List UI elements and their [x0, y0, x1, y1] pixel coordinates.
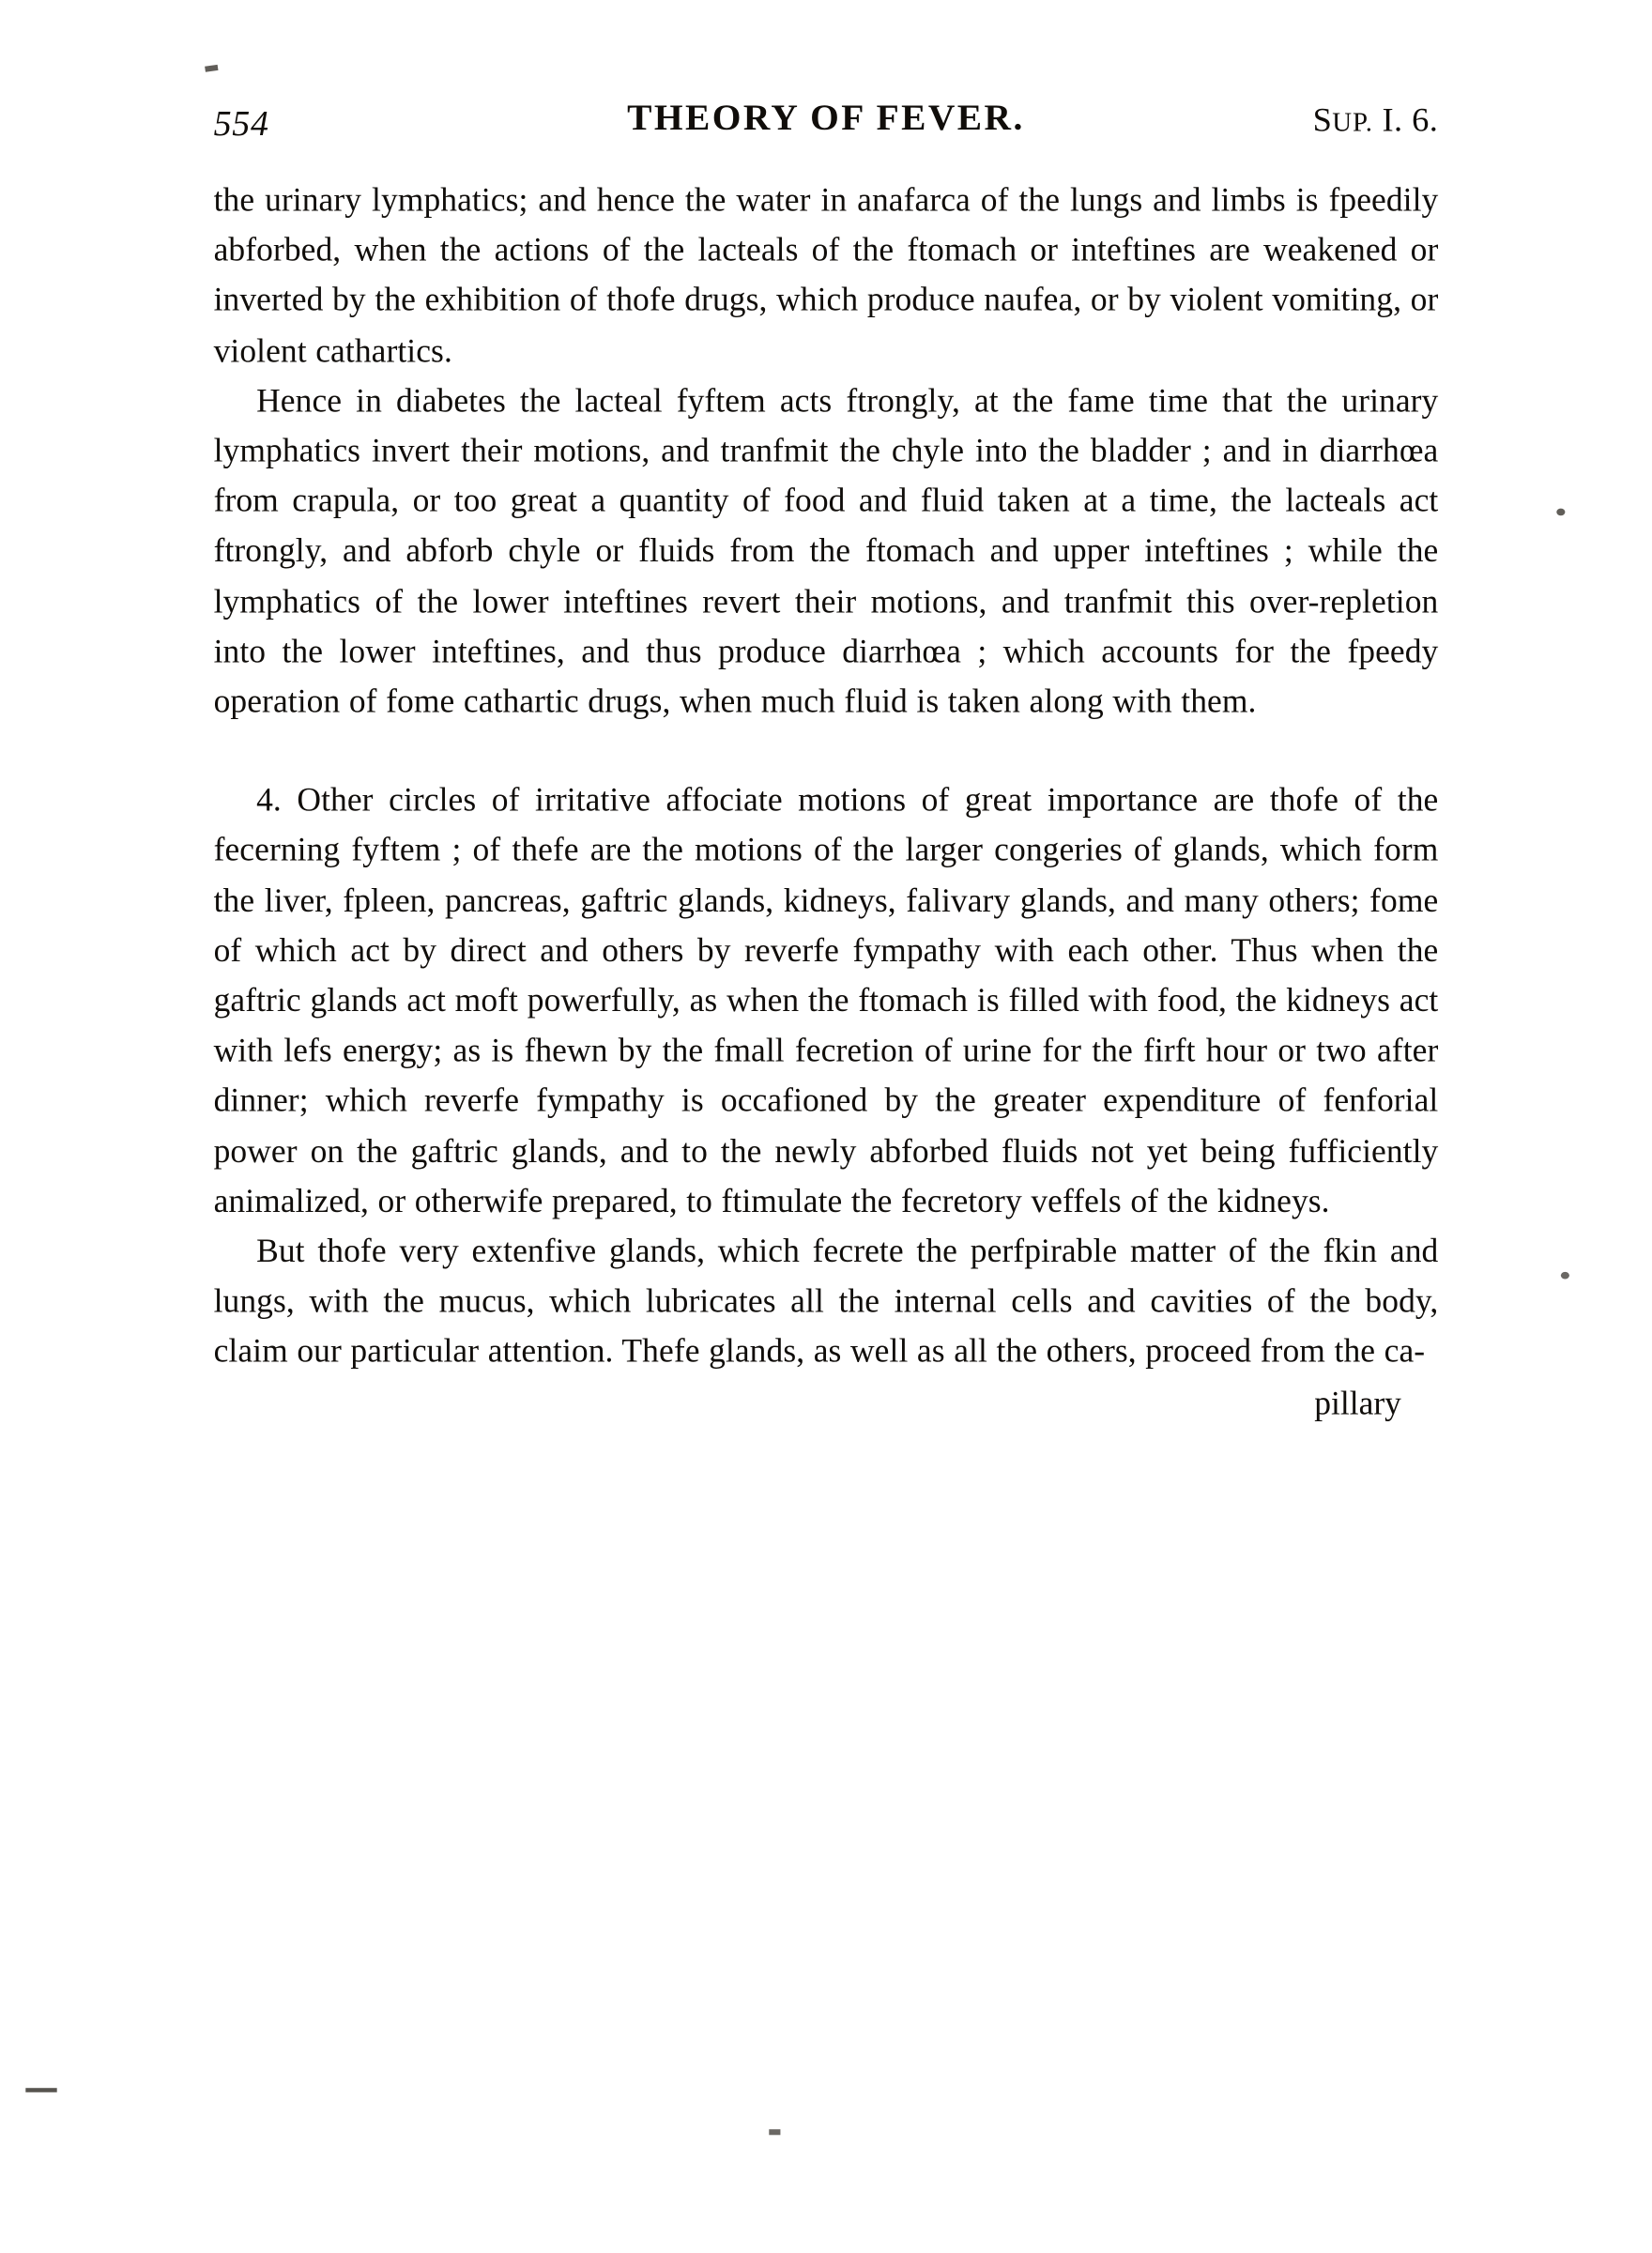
body-text [214, 176, 1439, 1427]
scan-artifact-mark [25, 2088, 56, 2092]
paragraph-spacer [214, 728, 1439, 777]
signature-smallcaps: UP. [1332, 108, 1373, 139]
scan-artifact-mark [205, 65, 218, 72]
running-head [214, 85, 1439, 151]
page-number: 554 [213, 105, 269, 145]
page-content [214, 85, 1439, 1427]
page-title: THEORY OF FEVER. [627, 97, 1025, 139]
paragraph: Hence in diabetes the lacteal fyftem acts ftrongly, at the fame time that the urinary lymphatics invert their motions, and tranfmit the chyle into the bladder ; and in diarrhœa from crapula, or too great a quantity of food and fluid taken at a time, the lacteals act ftrongly, and abforb chyle or fluids from the ftomach and upper inteftines ; while the lymphatics of the lower inteftines revert their motions, and tranfmit this over-repletion into the lower inteftines, and thus produce diarrhœa ; which accounts for the fpeedy operation of fome cathartic drugs, when much fluid is taken along with them. [213, 382, 1439, 721]
signature-tail: I. 6. [1372, 102, 1439, 140]
scan-artifact-mark [1561, 1272, 1569, 1280]
paragraph: But thofe very extenfive glands, which fecrete the perfpirable matter of the fkin and lungs, with the mucus, which lubricates all the internal cells and cavities of the body, claim our particular attention. Thefe glands, as well as all the others, proceed from the ca- [213, 1233, 1439, 1372]
scan-artifact-mark [1556, 509, 1565, 516]
paragraph: 4. Other circles of irritative affociate motions of great importance are thofe of the fecerning fyftem ; of thefe are the motions of the larger congeries of glands, which form the liver, fpleen, pancreas, gaftric glands, kidneys, falivary glands, and many others; fome of which act by direct and others by reverfe fympathy with each other. Thus when the gaftric glands act moft powerfully, as when the ftomach is filled with food, the kidneys act with lefs energy; as is fhewn by the fmall fecretion of urine for the firft hour or two after dinner; which reverfe fympathy is occafioned by the greater expenditure of fenforial power on the gaftric glands, and to the newly abforbed fluids not yet being fufficiently animalized, or otherwife prepared, to ftimulate the fecretory veffels of the kidneys. [213, 782, 1439, 1221]
signature-initial: S [1312, 102, 1333, 140]
paragraph: the urinary lymphatics; and hence the water in anafarca of the lungs and limbs is fpeedily abforbed, when the actions of the lacteals of the ftomach or inteftines are weakened or inverted by the exhibition of thofe drugs, which produce naufea, or by violent vomiting, or violent cathartics. [213, 182, 1439, 370]
scan-artifact-mark [769, 2129, 780, 2135]
signature-mark [1313, 102, 1439, 141]
catchword: pillary [1314, 1385, 1401, 1423]
